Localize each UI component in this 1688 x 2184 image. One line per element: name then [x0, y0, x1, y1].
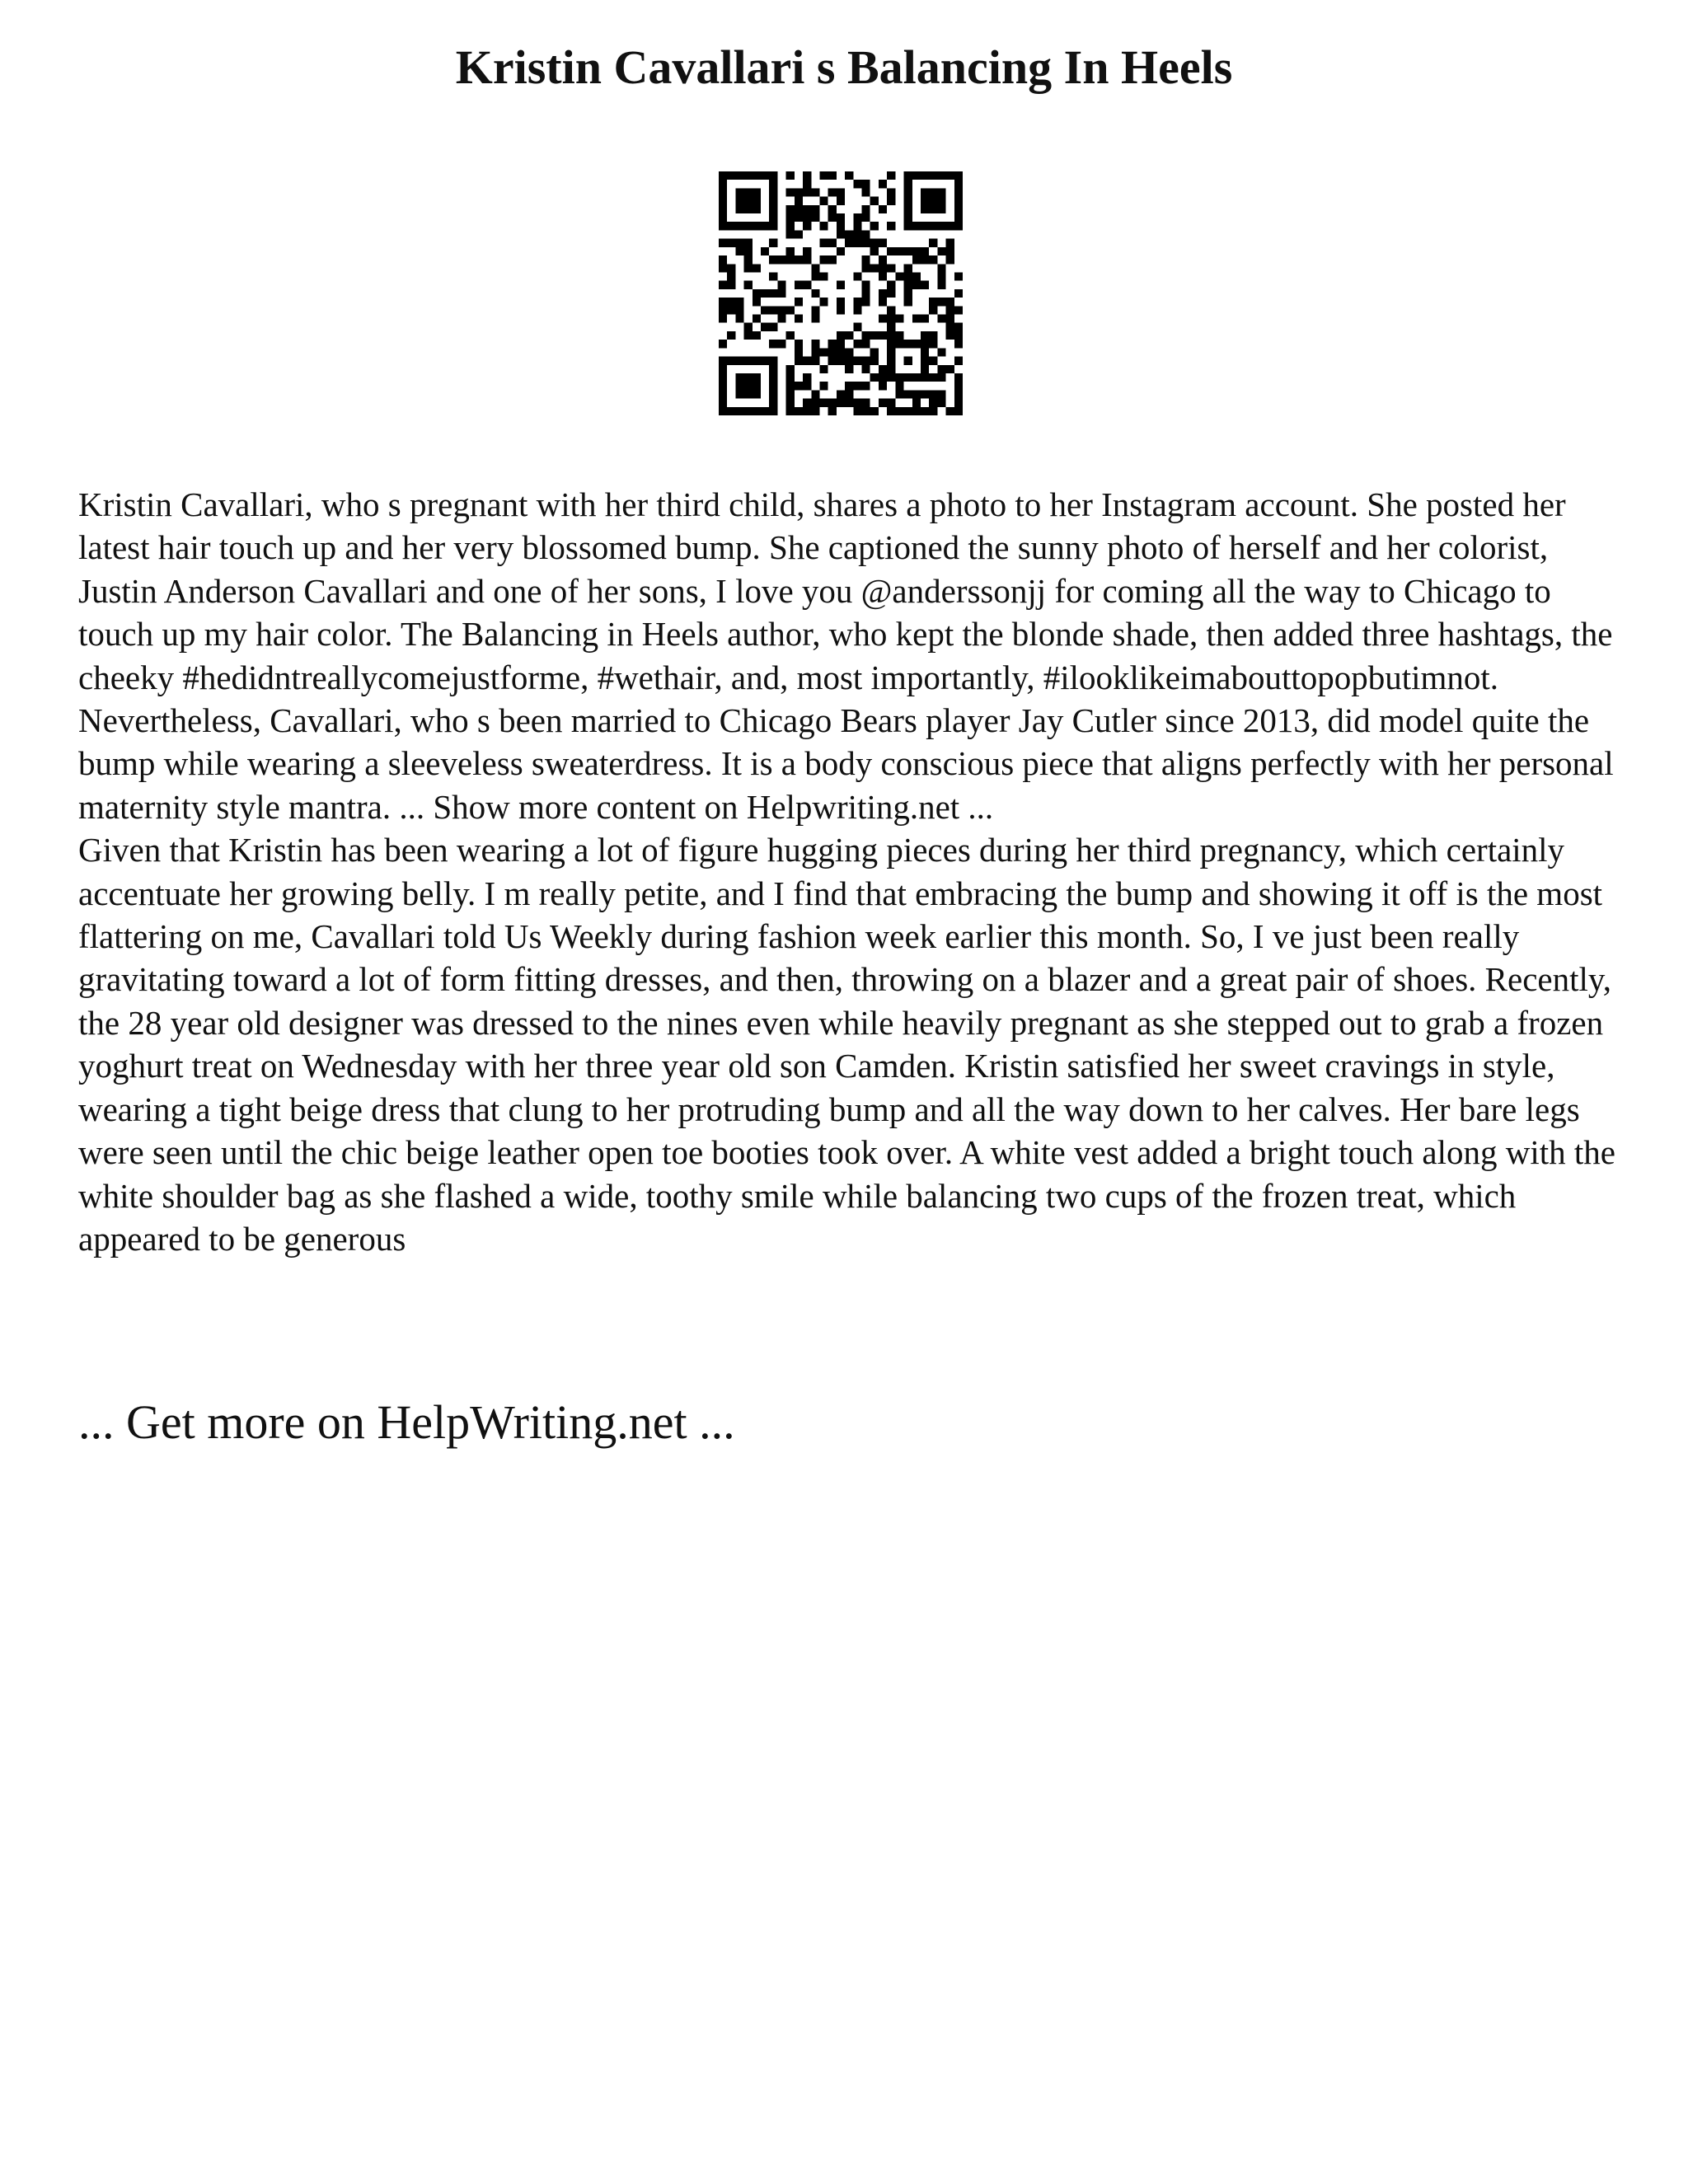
article-body: [78, 483, 1628, 1260]
paragraph-2: Given that Kristin has been wearing a lot of figure hugging pieces during her third pregnancy, which certainly accentuate her growing belly. I m really petite, and I find that embracing the bump and showing it off is the most flattering on me, Cavallari told Us Weekly during fashion week earlier this month. So, I ve just been really gravitating toward a lot of form fitting dresses, and then, throwing on a blazer and a great pair of shoes. Recently, the 28 year old designer was dressed to the nines even while heavily pregnant as she stepped out to grab a frozen yoghurt treat on Wednesday with her three year old son Camden. Kristin satisfied her sweet cravings in style, wearing a tight beige dress that clung to her protruding bump and all the way down to her calves. Her bare legs were seen until the chic beige leather open toe booties took over. A white vest added a bright touch along with the white shoulder bag as she flashed a wide, toothy smile while balancing two cups of the frozen treat, which appeared to be generous: [78, 831, 1615, 1258]
document-title: Kristin Cavallari s Balancing In Heels: [455, 40, 1233, 94]
paragraph-1: Kristin Cavallari, who s pregnant with her third child, shares a photo to her Instagram account. She posted her latest hair touch up and her very blossomed bump. She captioned the sunny photo of herself and her colorist, Justin Anderson Cavallari and one of her sons, I love you @anderssonjj for coming all the way to Chicago to touch up my hair color. The Balancing in Heels author, who kept the blonde shade, then added three hashtags, the cheeky #hedidntreallycomejustforme, #wethair, and, most importantly, #ilooklikeimabouttopopbutimnot. Nevertheless, Cavallari, who s been married to Chicago Bears player Jay Cutler since 2013, did model quite the bump while wearing a sleeveless sweaterdress. It is a body conscious piece that aligns perfectly with her personal maternity style mantra. ... Show more content on Helpwriting.net ...: [78, 485, 1614, 826]
qr-code-icon[interactable]: [719, 171, 963, 415]
get-more-link[interactable]: ... Get more on HelpWriting.net ...: [78, 1395, 735, 1449]
